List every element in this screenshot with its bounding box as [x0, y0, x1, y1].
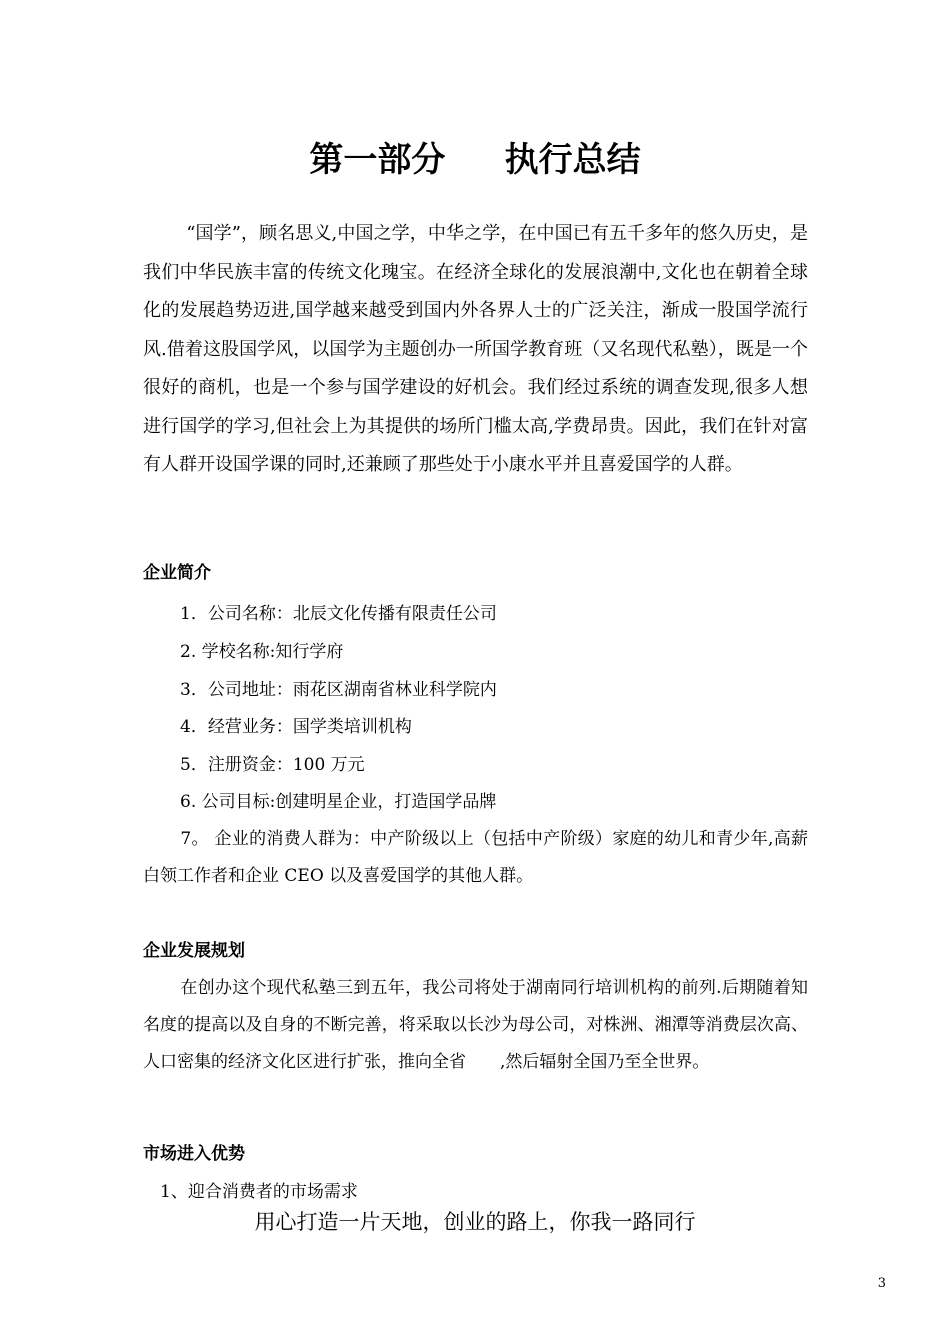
- page-title: 第一部分 执行总结: [309, 140, 641, 180]
- list-item-consumer-groups: 7。 企业的消费人群为：中产阶级以上（包括中产阶级）家庭的幼儿和青少年,高薪白领工作者和企业 CEO 以及喜爱国学的其他人群。: [143, 829, 808, 886]
- page-number: 3: [877, 1276, 886, 1291]
- list-item: 5．注册资金：100 万元: [180, 755, 365, 775]
- list-item: 1．公司名称：北辰文化传播有限责任公司: [180, 604, 497, 624]
- section-heading-development: 企业发展规划: [143, 941, 245, 961]
- footer-slogan: 用心打造一片天地，创业的路上，你我一路同行: [254, 1210, 696, 1234]
- list-item: 6. 公司目标:创建明星企业，打造国学品牌: [180, 792, 497, 812]
- list-item: 2. 学校名称:知行学府: [180, 642, 344, 662]
- list-item: 4．经营业务：国学类培训机构: [180, 717, 412, 737]
- intro-paragraph: “国学”，顾名思义,中国之学，中华之学，在中国已有五千多年的悠久历史，是我们中华民族丰富的传统文化瑰宝。在经济全球化的发展浪潮中,文化也在朝着全球化的发展趋势迈进,国学越来越受到国内外各界人士的广泛关注，渐成一股国学流行风.借着这股国学风，以国学为主题创办一所国学教育班（又名现代私塾），既是一个很好的商机，也是一个参与国学建设的好机会。我们经过系统的调查发现,很多人想进行国学的学习,但社会上为其提供的场所门槛太高,学费昂贵。因此，我们在针对富有人群开设国学课的同时,还兼顾了那些处于小康水平并且喜爱国学的人群。: [143, 223, 808, 475]
- market-item-1: 1、迎合消费者的市场需求: [160, 1182, 358, 1202]
- section-heading-market: 市场进入优势: [143, 1144, 245, 1164]
- section-heading-company-intro: 企业简介: [143, 563, 211, 583]
- development-paragraph: 在创办这个现代私塾三到五年，我公司将处于湖南同行培训机构的前列.后期随着知名度的提高以及自身的不断完善，将采取以长沙为母公司，对株洲、湘潭等消费层次高、人口密集的经济文化区进行扩张，推向全省 ,然后辐射全国乃至全世界。: [143, 978, 808, 1072]
- list-item: 3．公司地址：雨花区湖南省林业科学院内: [180, 680, 497, 700]
